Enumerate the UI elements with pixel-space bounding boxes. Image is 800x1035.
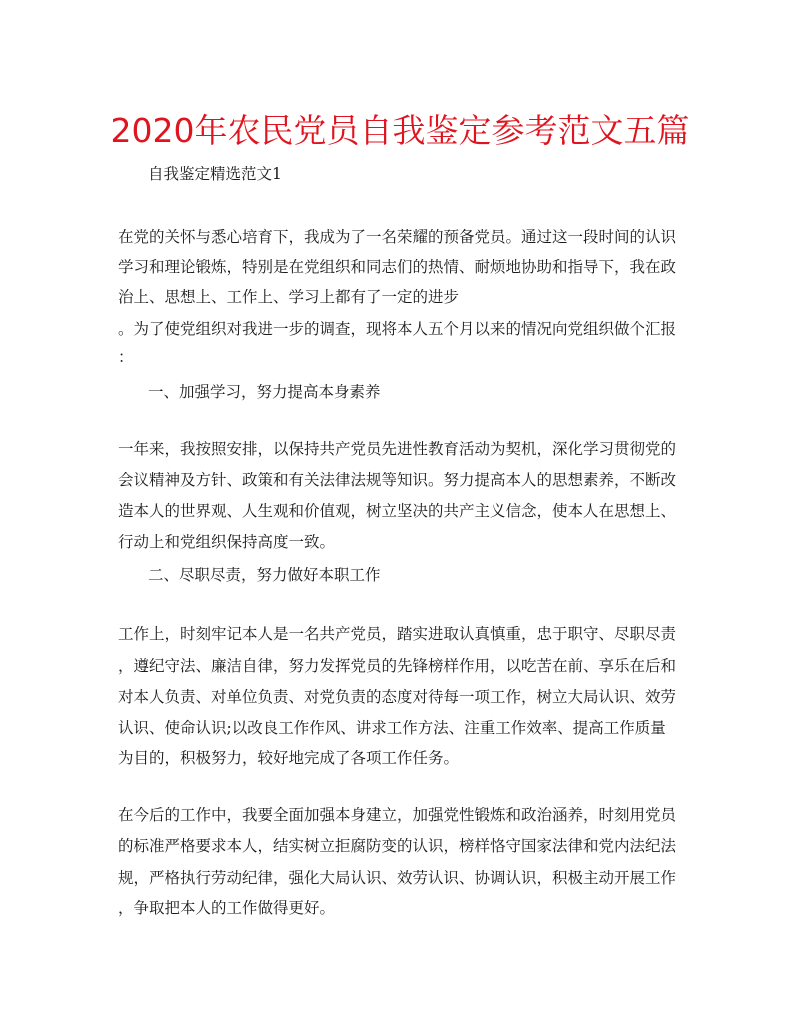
paragraph-line: 治上、思想上、工作上、学习上都有了一定的进步 — [118, 288, 460, 306]
paragraph-line: ，争取把本人的工作做得更好。 — [118, 899, 336, 917]
document-title: 2020年农民党员自我鉴定参考范文五篇 — [110, 111, 690, 150]
paragraph-line: ： — [118, 348, 134, 366]
paragraph-line: 的标准严格要求本人，结实树立拒腐防变的认识，榜样恪守国家法律和党内法纪法 — [118, 837, 677, 855]
paragraph-line: 行动上和党组织保持高度一致。 — [118, 533, 336, 551]
paragraph-line: 会议精神及方针、政策和有关法律法规等知识。努力提高本人的思想素养，不断改 — [118, 471, 677, 489]
paragraph-line: ，遵纪守法、廉洁自律，努力发挥党员的先锋榜样作用，以吃苦在前、享乐在后和 — [118, 657, 677, 675]
paragraph-line: 一年来，我按照安排，以保持共产党员先进性教育活动为契机，深化学习贯彻党的 — [118, 440, 677, 458]
paragraph-line: 对本人负责、对单位负责、对党负责的态度对待每一项工作，树立大局认识、效劳 — [118, 688, 677, 706]
paragraph-line: 学习和理论锻炼，特别是在党组织和同志们的热情、耐烦地协助和指导下，我在政 — [118, 258, 677, 276]
subtitle: 自我鉴定精选范文1 — [148, 165, 282, 183]
paragraph-line: 在党的关怀与悉心培育下，我成为了一名荣耀的预备党员。通过这一段时间的认识 — [118, 228, 677, 246]
section-heading-1: 一、加强学习，努力提高本身素养 — [148, 383, 381, 401]
paragraph-line: 在今后的工作中，我要全面加强本身建立，加强党性锻炼和政治涵养，时刻用党员 — [118, 806, 677, 824]
paragraph-line: 造本人的世界观、人生观和价值观，树立坚决的共产主义信念，使本人在思想上、 — [118, 502, 677, 520]
section-heading-2: 二、尽职尽责，努力做好本职工作 — [148, 566, 381, 584]
paragraph-line: 认识、使命认识;以改良工作作风、讲求工作方法、注重工作效率、提高工作质量 — [118, 719, 666, 737]
paragraph-line: 工作上，时刻牢记本人是一名共产党员，踏实进取认真慎重，忠于职守、尽职尽责 — [118, 625, 677, 643]
paragraph-line: 为目的，积极努力，较好地完成了各项工作任务。 — [118, 749, 460, 767]
paragraph-line: 。为了使党组织对我进一步的调查，现将本人五个月以来的情况向党组织做个汇报 — [118, 320, 677, 338]
paragraph-line: 规，严格执行劳动纪律，强化大局认识、效劳认识、协调认识，积极主动开展工作 — [118, 869, 677, 887]
